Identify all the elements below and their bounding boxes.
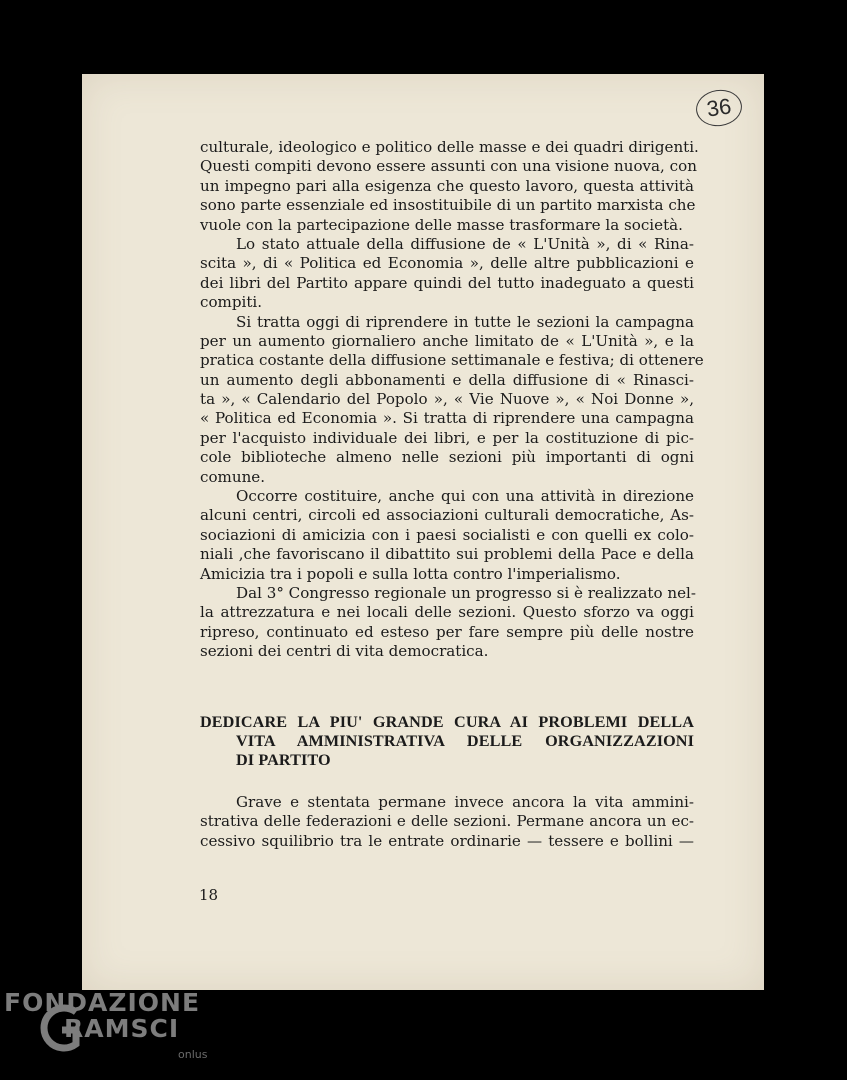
text-line: Si tratta oggi di riprendere in tutte le sezioni la campagna (236, 312, 694, 331)
text-line: per un aumento giornaliero anche limitato de « L'Unità », e la (200, 331, 694, 350)
text-line: comune. (200, 467, 266, 486)
text-line: ta », « Calendario del Popolo », « Vie Nuove », « Noi Donne », (200, 390, 694, 409)
text-line: Grave e stentata permane invece ancora la vita ammini- (236, 793, 694, 811)
text-line: niali ,che favoriscano il dibattito sui problemi della Pace e della (200, 545, 694, 564)
text-line: sociazioni di amicizia con i paesi socialisti e con quelli ex colo- (200, 525, 694, 544)
text-line: scita », di « Politica ed Economia », delle altre pubblicazioni e (200, 254, 694, 273)
section-heading (200, 713, 694, 770)
heading-line: DI PARTITO (236, 751, 331, 769)
text-line: Questi compiti devono essere assunti con una visione nuova, con (200, 157, 697, 176)
text-line: un impegno pari alla esigenza che questo lavoro, questa attività (200, 176, 694, 195)
text-line: pratica costante della diffusione settimanale e festiva; di ottenere (200, 351, 704, 370)
text-line: Dal 3° Congresso regionale un progresso si è realizzato nel- (236, 583, 696, 602)
text-line: sono parte essenziale ed insostituibile di un partito marxista che (200, 196, 696, 215)
text-line: « Politica ed Economia ». Si tratta di riprendere una campagna (200, 409, 694, 428)
text-line: culturale, ideologico e politico delle masse e dei quadri dirigenti. (200, 138, 699, 156)
text-line: dei libri del Partito appare quindi del tutto inadeguato a questi (200, 273, 694, 292)
text-line: alcuni centri, circoli ed associazioni culturali democratiche, As- (200, 506, 694, 525)
text-line: Amicizia tra i popoli e sulla lotta contro l'imperialismo. (200, 564, 621, 583)
body-text-lower (200, 793, 694, 851)
text-line: per l'acquisto individuale dei libri, e per la costituzione di pic- (200, 428, 694, 447)
archive-number-stamp: 36 (694, 87, 745, 129)
text-line: la attrezzatura e nei locali delle sezioni. Questo sforzo va oggi (200, 603, 694, 622)
watermark-line-1: FONDAZIONE (4, 988, 201, 1017)
text-line: ripreso, continuato ed esteso per fare sempre più delle nostre (200, 622, 694, 641)
heading-line: DEDICARE LA PIU' GRANDE CURA AI PROBLEMI DELLA (200, 713, 694, 731)
text-line: Lo stato attuale della diffusione de « L'Unità », di « Rina- (236, 234, 694, 253)
text-line: compiti. (200, 293, 263, 312)
text-line: vuole con la partecipazione delle masse trasformare la società. (200, 215, 683, 234)
body-text-upper (200, 138, 704, 662)
watermark-tag: onlus (178, 1048, 208, 1061)
text-line: strativa delle federazioni e delle sezioni. Permane ancora un ec- (200, 812, 694, 831)
text-line: cessivo squilibrio tra le entrate ordinarie — tessere e bollini — (200, 831, 694, 850)
heading-line: VITA AMMINISTRATIVA DELLE ORGANIZZAZIONI (236, 732, 694, 750)
fondazione-gramsci-watermark (4, 988, 224, 1076)
text-line: un aumento degli abbonamenti e della diffusione di « Rinasci- (200, 370, 694, 389)
page-number: 18 (199, 886, 219, 904)
text-line: cole biblioteche almeno nelle sezioni più importanti di ogni (200, 448, 694, 467)
text-line: sezioni dei centri di vita democratica. (200, 642, 489, 661)
text-line: Occorre costituire, anche qui con una attività in direzione (236, 487, 694, 506)
watermark-line-2: RAMSCI (64, 1014, 180, 1043)
